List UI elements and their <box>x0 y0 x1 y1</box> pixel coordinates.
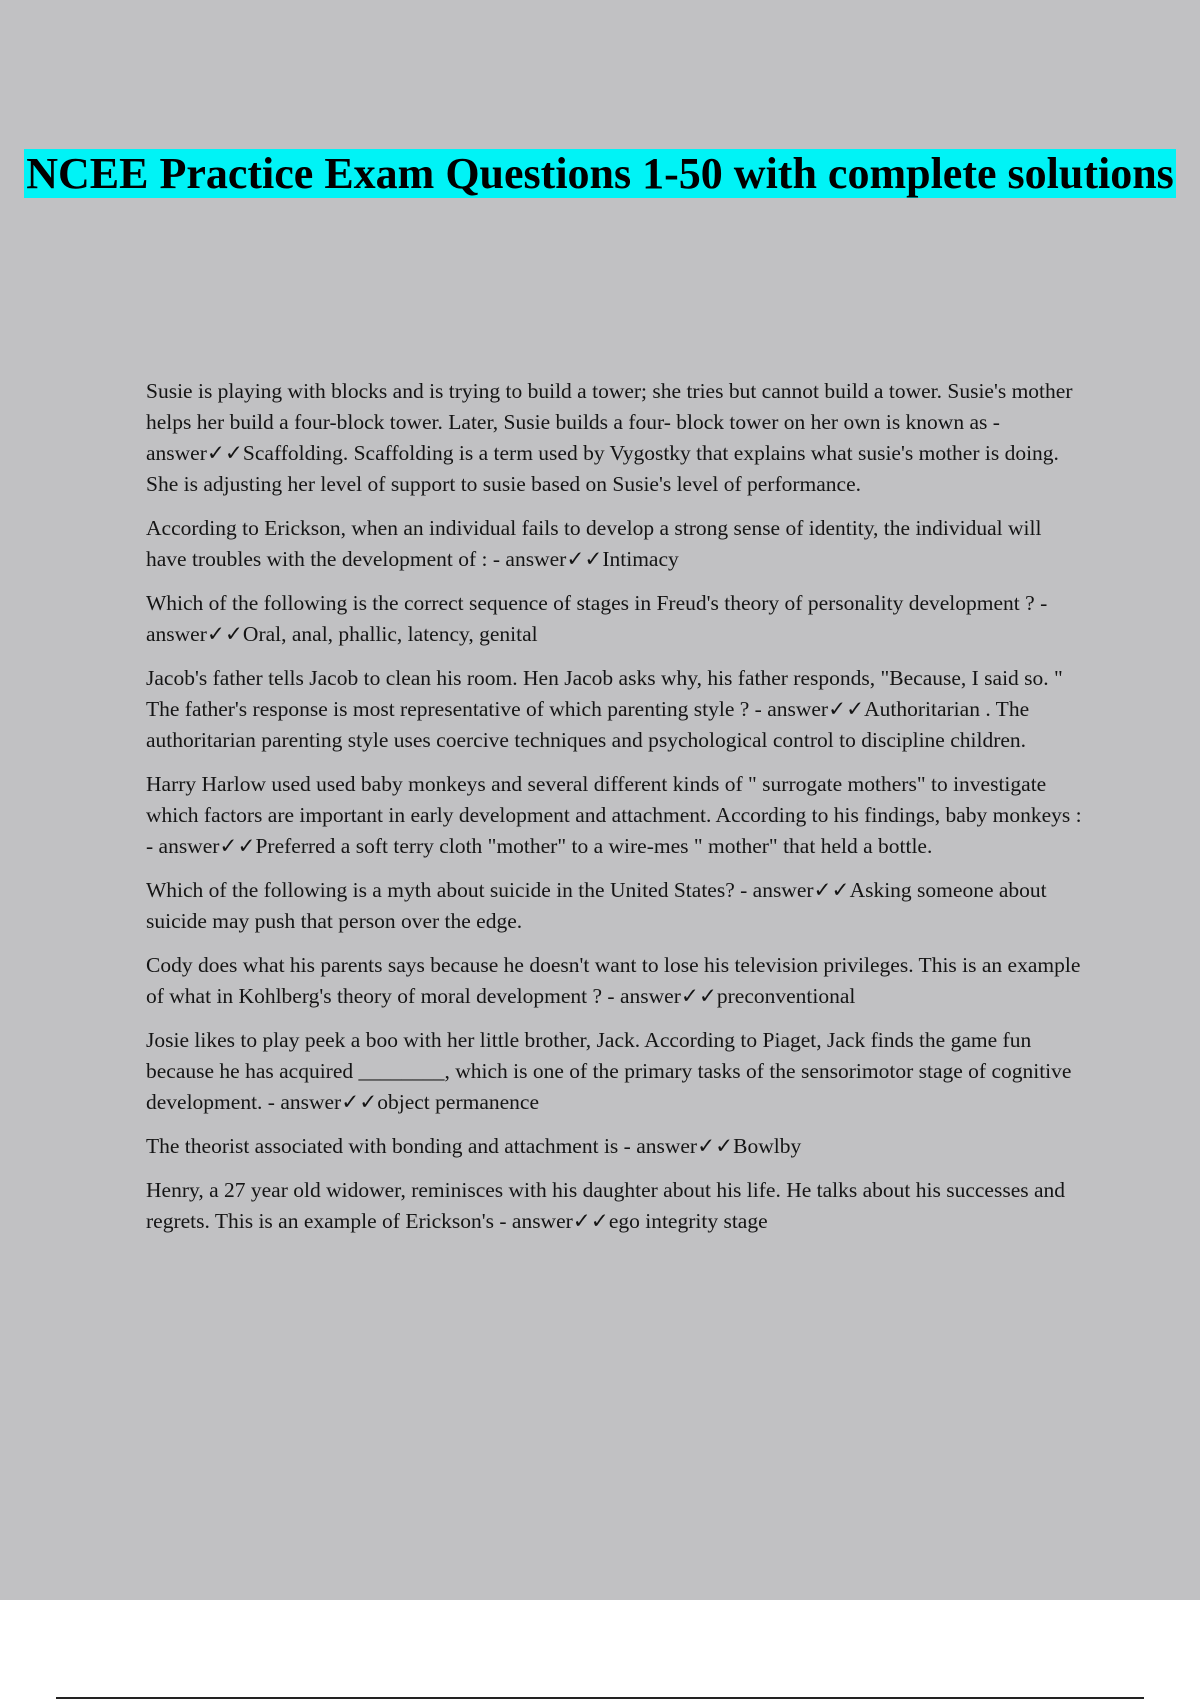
page-divider <box>56 1697 1144 1699</box>
question-paragraph: Jacob's father tells Jacob to clean his room. Hen Jacob asks why, his father responds, "Because, I said so. " The father's response is most representative of which parenting style ? - answer✓✓Authoritarian . The authoritarian parenting style uses coercive techniques and psychological control to discipline children. <box>146 666 1063 752</box>
title-block <box>0 146 1200 201</box>
question-paragraph: Harry Harlow used used baby monkeys and several different kinds of " surrogate mothers" to investigate which factors are important in early development and attachment. According to his findings, baby monkeys : - answer✓✓Preferred a soft terry cloth "mother" to a wire-mes " mother" that held a bottle. <box>146 772 1082 858</box>
question-paragraph: Which of the following is a myth about suicide in the United States? - answer✓✓Asking someone about suicide may push that person over the edge. <box>146 878 1047 933</box>
question-paragraph: The theorist associated with bonding and attachment is - answer✓✓Bowlby <box>146 1134 802 1158</box>
question-paragraph: According to Erickson, when an individual fails to develop a strong sense of identity, the individual will have troubles with the development of : - answer✓✓Intimacy <box>146 516 1042 571</box>
document-title: NCEE Practice Exam Questions 1-50 with complete solutions <box>26 149 1174 198</box>
question-paragraph: Cody does what his parents says because he doesn't want to lose his television privileges. This is an example of what in Kohlberg's theory of moral development ? - answer✓✓preconventional <box>146 953 1081 1008</box>
question-paragraph: Susie is playing with blocks and is trying to build a tower; she tries but cannot build a tower. Susie's mother helps her build a four-block tower. Later, Susie builds a four- block tower on her own is known as - answer✓✓Scaffolding. Scaffolding is a term used by Vygostky that explains what susie's mother is doing. She is adjusting her level of support to susie based on Susie's level of performance. <box>146 379 1073 496</box>
document-body <box>146 376 1086 1250</box>
question-paragraph: Josie likes to play peek a boo with her little brother, Jack. According to Piaget, Jack finds the game fun because he has acquired ________, which is one of the primary tasks of the sensorimotor stage of cognitive development. - answer✓✓object permanence <box>146 1028 1072 1114</box>
question-paragraph: Henry, a 27 year old widower, reminisces with his daughter about his life. He talks about his successes and regrets. This is an example of Erickson's - answer✓✓ego integrity stage <box>146 1178 1066 1233</box>
question-paragraph: Which of the following is the correct sequence of stages in Freud's theory of personality development ? - answer✓✓Oral, anal, phallic, latency, genital <box>146 591 1048 646</box>
